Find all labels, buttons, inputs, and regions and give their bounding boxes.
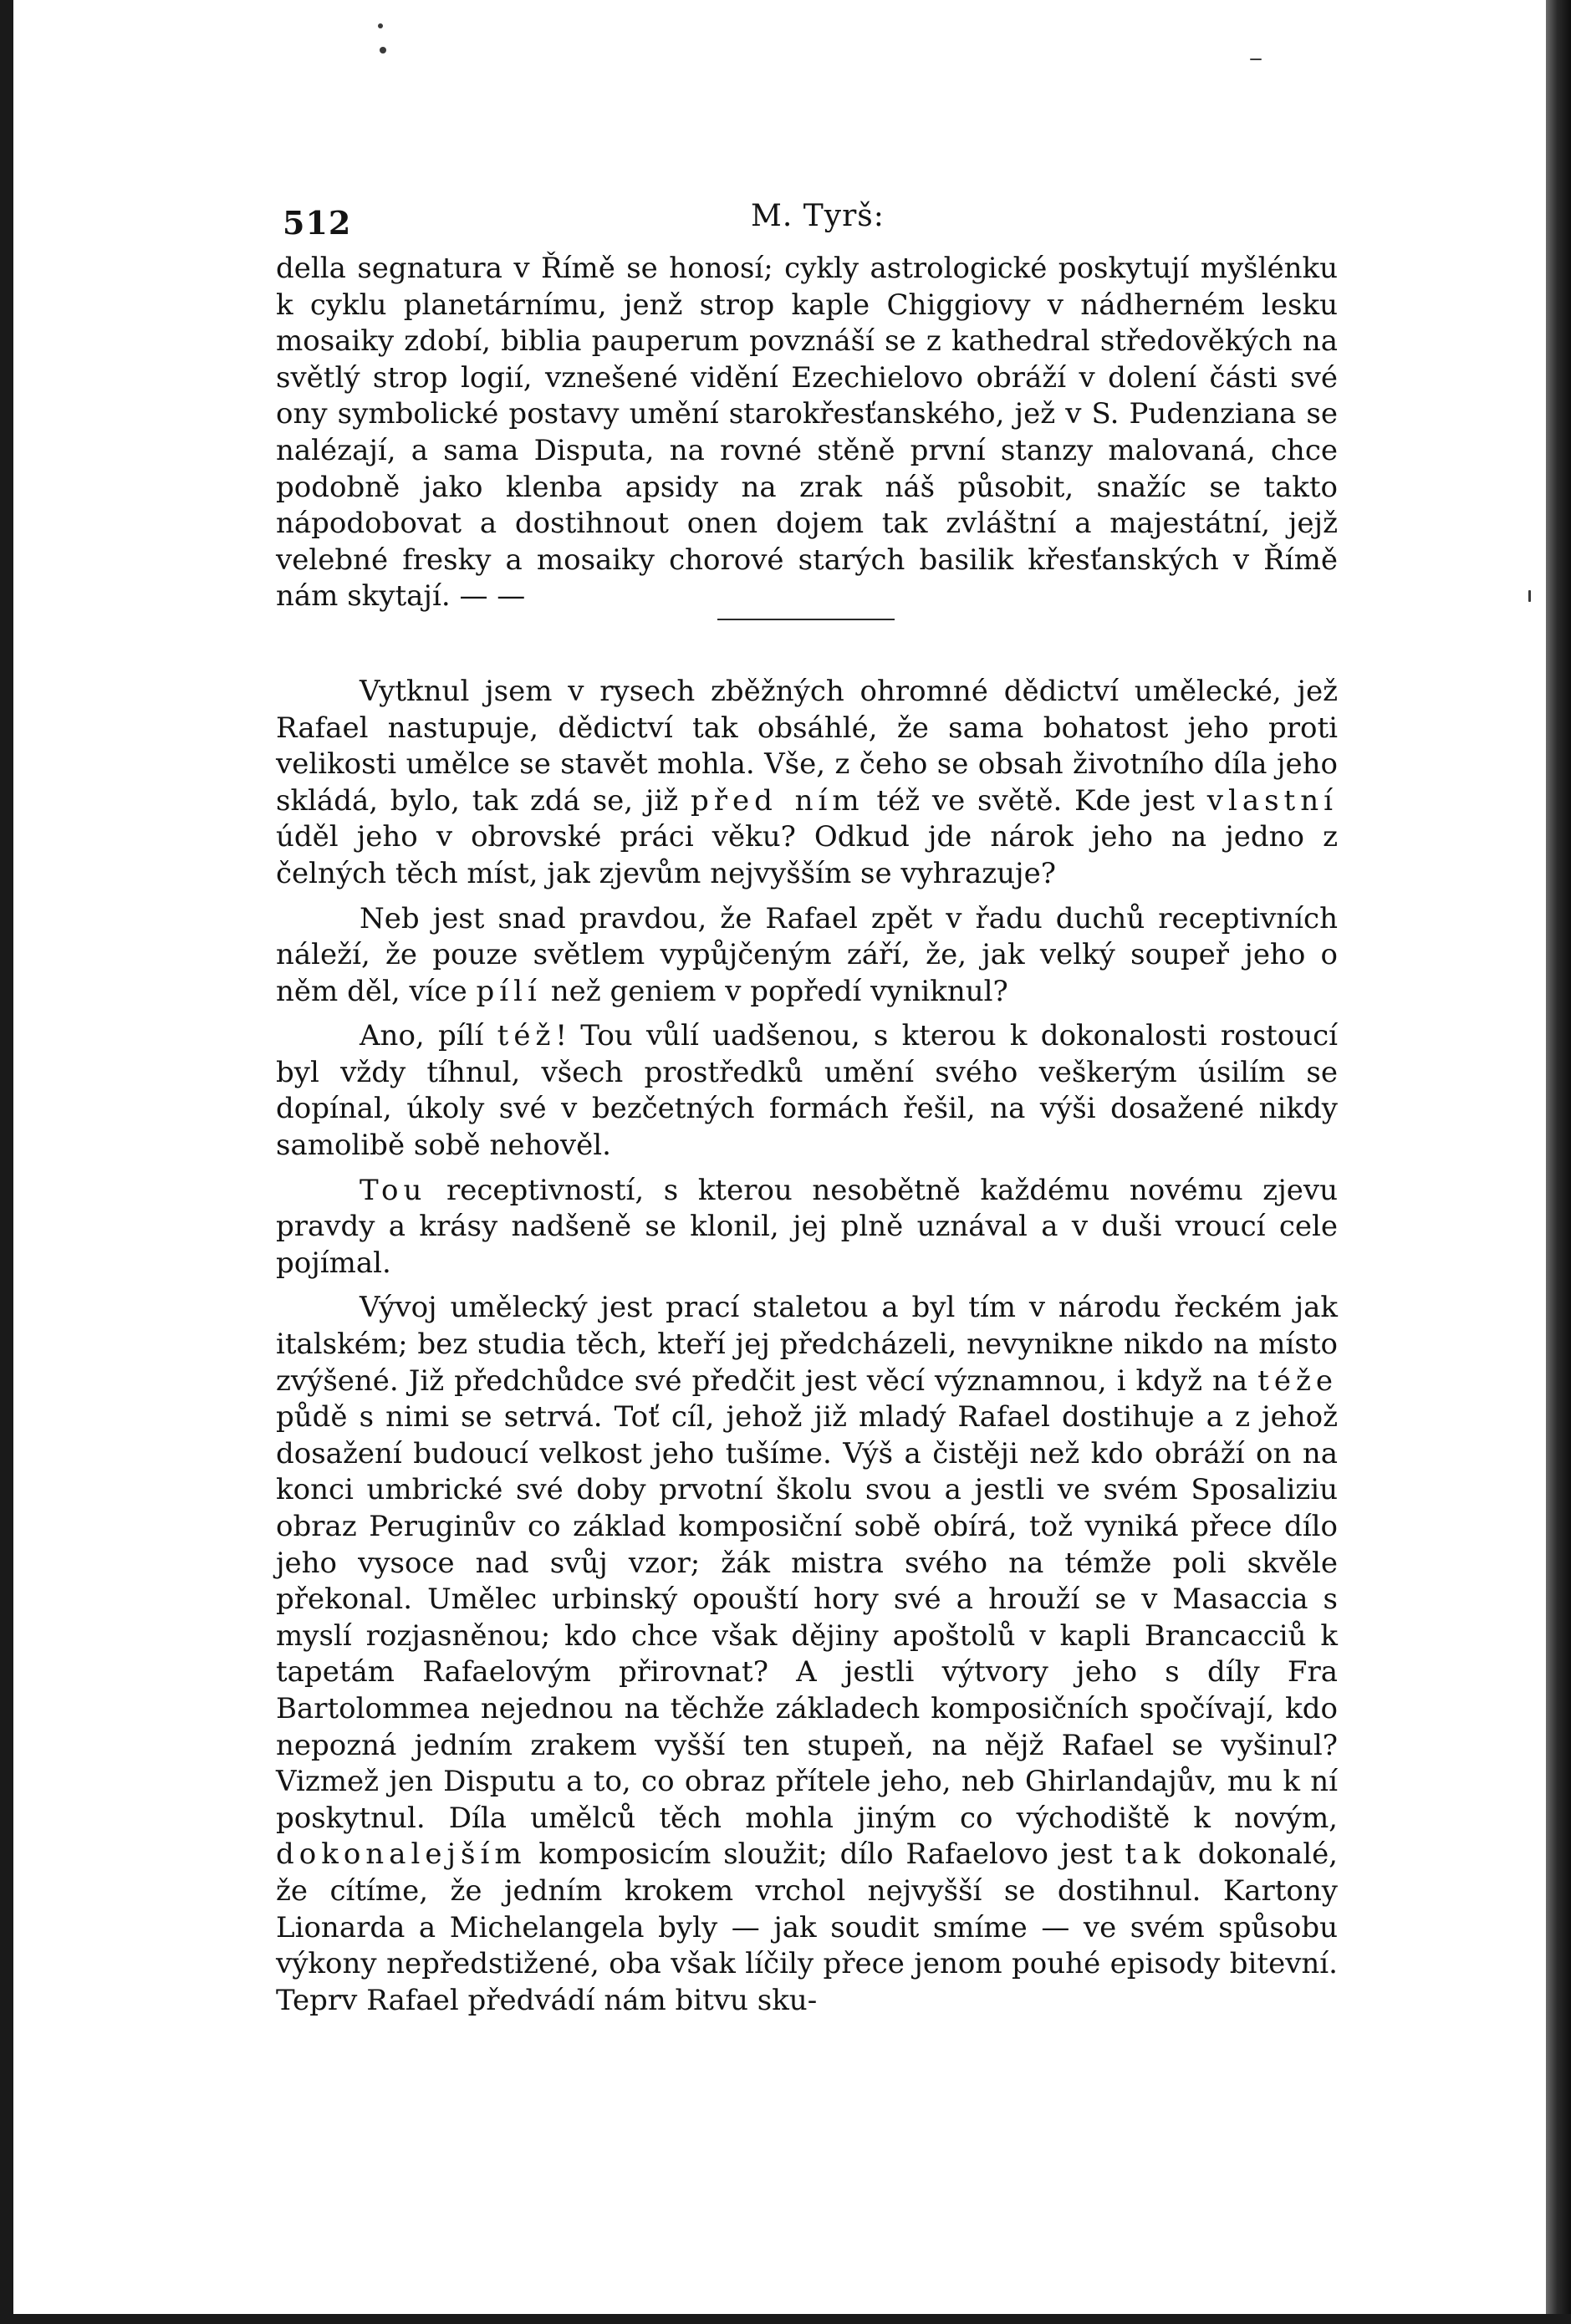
text-segment: dokonalé, že cítíme, že jedním krokem vrchol nejvyšší se dostihnul. Kartony Lionarda a Michelangela byly — jak soudit smíme — ve svém spůsobu výkony nepředstižené, oba však líčily přece jenom pouhé episody bitevní. Teprv Rafael předvádí nám bitvu sku- [276,1837,1338,2017]
paragraph [276,901,1338,1011]
text-segment: půdě s nimi se setrvá. Toť cíl, jehož již mladý Rafael dostihuje a z jehož dosažení budoucí velkost jeho tušíme. Výš a čistěji než kdo obráží on na konci umbrické své doby prvotní školu svou a jestli ve svém Sposaliziu obraz Peruginův co základ komposiční sobě obírá, tož vyniká přece dílo jeho vysoce nad svůj vzor; žák mistra svého na témže poli skvěle překonal. Umělec urbinský opouští hory své a hrouží se v Masaccia s myslí rozjasněnou; kdo chce však dějiny apoštolů v kapli Brancacciů k tapetám Rafaelovým přirovnat? A jestli výtvory jeho s díly Fra Bartolommea nejednou na těchže základech komposičních spočívají, kdo nepozná jedním zrakem vyšší ten stupeň, na nějž Rafael se vyšinul? Vizmež jen Disputu a to, co obraz přítele jeho, neb Ghirlandajův, mu k ní poskytnul. Díla umělců těch mohla jiným co východiště k novým, [276,1400,1338,1835]
scan-speck [378,23,383,28]
emphasized-text: dokonalejším [276,1837,527,1872]
page-content [276,192,1338,2019]
emphasized-text: téže [1257,1363,1338,1398]
scan-edge-bottom [0,2314,1571,2324]
page-header [276,192,1338,251]
text-segment: ! Tou vůlí uadšenou, s kterou k dokonalosti rostoucí byl vždy tíhnul, všech prostředků umění svého veškerým úsilím se dopínal, úkoly své v bezčetných formách řešil, na výši dosažené nikdy samolibě sobě nehověl. [276,1019,1338,1163]
scan-edge-right [1546,0,1571,2324]
scan-speck [1250,59,1262,60]
text-segment: než geniem v popředí vyniknul? [541,974,1008,1008]
paragraph [276,251,1338,615]
text-segment: komposicím sloužit; dílo Rafaelovo jest [526,1837,1125,1872]
scan-edge-left [0,0,13,2324]
text-segment: della segnatura v Římě se honosí; cykly astrologické poskytují myšlénku k cyklu planetárnímu, jenž strop kaple Chiggiovy v nádherném lesku mosaiky zdobí, biblia pauperum povznáší se z kathedral středověkých na světlý strop logií, vznešené vidění Ezechielovo obráží v dolení části své ony symbolické postavy umění starokřesťanského, jež v S. Pudenziana se nalézají, a sama Disputa, na rovné stěně první stanzy malovaná, chce podobně jako klenba apsidy na zrak náš působit, snažíc se takto nápodobovat a dostihnout onen dojem tak zvláštní a majestátní, jejž velebné fresky a mosaiky chorové starých basilik křesťanských v Římě nám skytají. — — [276,252,1338,614]
text-segment: úděl jeho v obrovské práci věku? Odkud jde nárok jeho na jedno z čelných těch míst, jak zjevům nejvyšším se vyhrazuje? [276,820,1338,890]
emphasized-text: vlastní [1206,783,1338,818]
text-segment: Ano, pílí [360,1019,497,1053]
text-segment: též ve světě. Kde jest [864,783,1207,818]
paragraph [276,1018,1338,1164]
paragraph [276,1173,1338,1282]
emphasized-text: Tou [360,1173,427,1207]
paragraph [276,674,1338,893]
text-segment: Vývoj umělecký jest prací staletou a byl tím v národu řeckém jak italském; bez studia těch, kteří jej předcházeli, nevynikne nikdo na místo zvýšené. Již předchůdce své předčit jest věcí významnou, i když na [276,1291,1338,1398]
text-segment: Neb jest snad pravdou, že Rafael zpět v řadu duchů receptivních náleží, že pouze světlem vypůjčeným září, že, jak velký soupeř jeho o něm děl, více [276,901,1338,1008]
section-separator [717,619,895,620]
emphasized-text: před ním [690,783,865,818]
text-segment: receptivností, s kterou nesobětně každému novému zjevu pravdy a krásy nadšeně se klonil, jej plně uznával a v duši vroucí cele pojímal. [276,1173,1338,1280]
paragraph [276,1290,1338,2019]
scan-speck [380,47,386,54]
emphasized-text: pílí [476,974,542,1008]
scan-speck [1528,590,1531,602]
emphasized-text: tak [1125,1837,1186,1872]
text-segment: Vytknul jsem v rysech zběžných ohromné dědictví umělecké, jež Rafael nastupuje, dědictví tak obsáhlé, že sama bohatost jeho proti velikosti umělce se stavět mohla. Vše, z čeho se obsah životního díla jeho skládá, bylo, tak zdá se, již [276,674,1338,818]
emphasized-text: též [497,1019,556,1053]
page-number: 512 [283,204,352,242]
running-title: M. Tyrš: [751,199,885,233]
